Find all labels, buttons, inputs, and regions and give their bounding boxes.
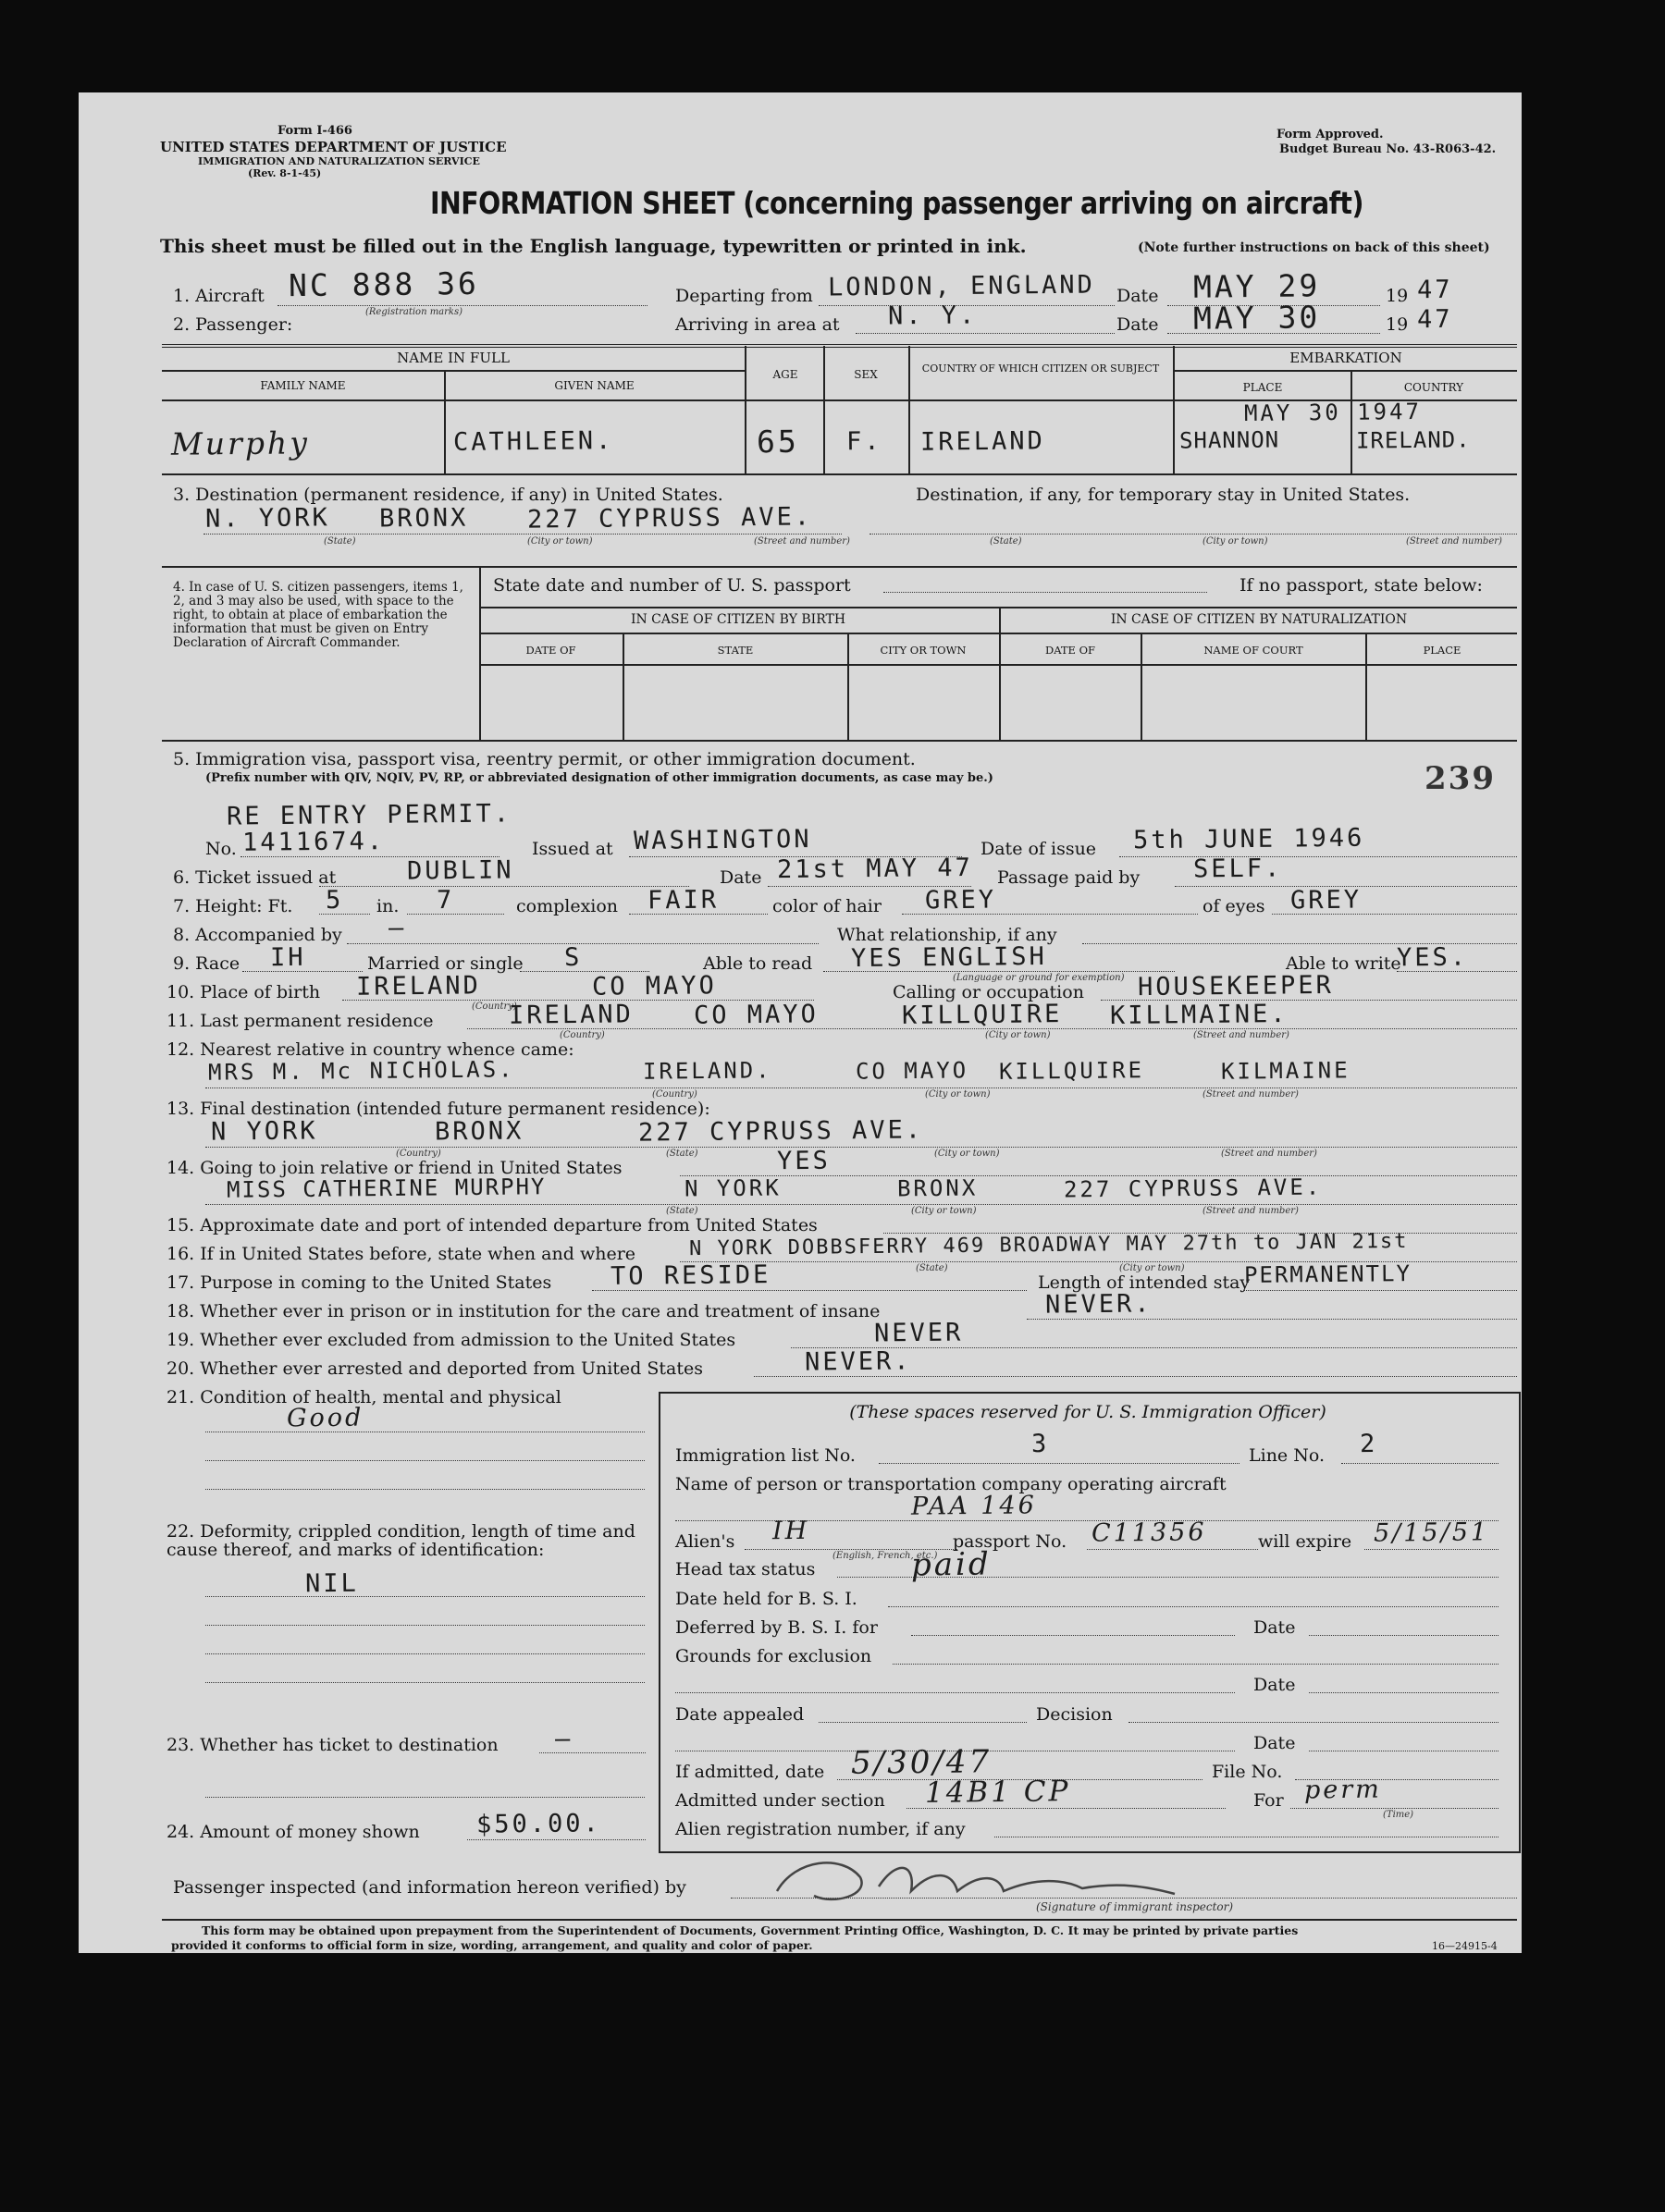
label-write: Able to write	[1286, 953, 1401, 974]
line-grounds-2	[675, 1692, 1235, 1693]
entry-sex: F.	[845, 426, 882, 457]
entry-doc-no: 1411674.	[241, 827, 386, 857]
citizen-sep	[999, 607, 1001, 740]
entry-relative-street: KILMAINE	[1220, 1057, 1350, 1085]
label-q24: 24. Amount of money shown	[166, 1822, 420, 1842]
line-q23-2	[205, 1797, 645, 1798]
label-q23: 23. Whether has ticket to destination	[166, 1735, 499, 1755]
entry-birth-country: IRELAND	[355, 971, 481, 1002]
entry-deported: NEVER.	[804, 1346, 912, 1377]
rule-name	[162, 370, 745, 372]
sub-temp-city: (City or town)	[1202, 536, 1268, 547]
sub-read: (Language or ground for exemption)	[953, 973, 1125, 983]
label-decision-date: Date	[1253, 1733, 1296, 1753]
label-calling: Calling or occupation	[893, 982, 1084, 1002]
entry-family-name: Murphy	[170, 424, 311, 462]
rule-table-bottom	[162, 473, 1517, 475]
label-no-passport: If no passport, state below:	[1240, 575, 1483, 596]
sub-rel-city: (City or town)	[925, 1089, 991, 1100]
label-q8: 8. Accompanied by	[173, 925, 342, 945]
sub-rel-country: (Country)	[652, 1089, 697, 1100]
sub-dest-state: (State)	[324, 536, 356, 547]
sub-birth-country: (Country)	[472, 1002, 517, 1012]
line-stay	[1244, 1290, 1517, 1291]
entry-occupation: HOUSEKEEPER	[1137, 970, 1334, 1002]
label-file-no: File No.	[1212, 1762, 1283, 1782]
entry-final-state: N YORK	[210, 1116, 318, 1147]
label-q17: 17. Purpose in coming to the United States	[166, 1272, 552, 1293]
col-sep-5	[1173, 346, 1175, 473]
label-ticket-date: Date	[720, 867, 762, 888]
sub-before-city: (City or town)	[1119, 1263, 1185, 1273]
entry-passport-no: C11356	[1091, 1518, 1207, 1548]
rule-citizen-top	[479, 607, 1517, 608]
line-passport	[883, 592, 1207, 593]
entry-married: S	[563, 942, 583, 973]
entry-last-country: IRELAND	[508, 1000, 634, 1030]
label-departing: Departing from	[675, 286, 813, 306]
entry-last-street: KILLMAINE.	[1109, 999, 1289, 1031]
label-deferred-date: Date	[1253, 1617, 1296, 1638]
sub-signature: (Signature of immigrant inspector)	[1036, 1900, 1234, 1913]
label-country-citizen: COUNTRY OF WHICH CITIZEN OR SUBJECT	[921, 363, 1160, 375]
line-arriving	[856, 333, 1115, 334]
entry-head-tax: paid	[910, 1545, 992, 1584]
sub-final-city: (City or town)	[934, 1149, 1000, 1159]
label-name-in-full: NAME IN FULL	[397, 350, 510, 366]
sub-final-state: (State)	[666, 1149, 698, 1159]
csep-b	[847, 633, 849, 740]
entry-money: $50.00.	[475, 1809, 601, 1839]
entry-arrive-year: 47	[1416, 304, 1453, 335]
label-name-court: NAME OF COURT	[1203, 644, 1303, 657]
line-for	[1290, 1808, 1498, 1809]
entry-ticket-at: DUBLIN	[406, 855, 514, 886]
label-sex: SEX	[854, 368, 878, 381]
entry-read: YES ENGLISH	[850, 941, 1047, 974]
entry-birth-city: CO MAYO	[591, 971, 717, 1002]
line-date-held	[888, 1606, 1498, 1607]
line-grounds	[893, 1664, 1498, 1665]
sub-temp-street: (Street and number)	[1406, 536, 1502, 547]
entry-purpose: TO RESIDE	[610, 1260, 771, 1291]
entry-citizenship: IRELAND	[919, 426, 1045, 457]
entry-paid-by: SELF.	[1192, 854, 1283, 884]
entry-final-city: BRONX	[434, 1116, 524, 1147]
entry-ticket-date: 21st MAY 47	[776, 853, 973, 885]
sub-aliens: (English, French, etc.)	[832, 1551, 938, 1561]
label-given-name: GIVEN NAME	[554, 379, 635, 392]
label-date-held: Date held for B. S. I.	[675, 1589, 857, 1609]
entry-height-in: 7	[436, 885, 455, 916]
label-citizen-birth: IN CASE OF CITIZEN BY BIRTH	[630, 612, 846, 627]
label-country: COUNTRY	[1403, 381, 1464, 394]
officer-header: (These spaces reserved for U. S. Immigration Officer)	[849, 1402, 1326, 1422]
line-line-no	[1341, 1463, 1498, 1464]
entry-ticket-dest: —	[554, 1724, 574, 1754]
entry-admitted-date: 5/30/47	[850, 1743, 993, 1782]
sub-friend-street: (Street and number)	[1202, 1206, 1299, 1216]
entry-deformity: NIL	[304, 1568, 359, 1599]
label-q3: 3. Destination (permanent residence, if any) in United States.	[173, 485, 723, 505]
line-accompanied	[347, 943, 819, 944]
line-grounds-date	[1309, 1692, 1498, 1693]
line-deformity-3	[205, 1653, 645, 1654]
entry-write: YES.	[1396, 942, 1469, 973]
label-relationship: What relationship, if any	[837, 925, 1057, 945]
label-q15: 15. Approximate date and port of intended departure from United States	[166, 1215, 818, 1235]
entry-race: IH	[269, 942, 306, 973]
label-q19: 19. Whether ever excluded from admission to the United States	[166, 1330, 736, 1350]
entry-before: N YORK DOBBSFERRY 469 BROADWAY MAY 27th to JAN 21st	[688, 1229, 1409, 1261]
entry-dest-city: BRONX	[378, 503, 469, 534]
label-passage-paid: Passage paid by	[997, 867, 1141, 888]
entry-dest-state: N. YORK	[204, 503, 330, 534]
label-arriving: Arriving in area at	[675, 314, 840, 335]
rule-citizen-headers	[479, 664, 1517, 666]
entry-complexion: FAIR	[647, 885, 720, 916]
entry-embark-country: IRELAND.	[1355, 426, 1471, 454]
label-complexion: complexion	[516, 896, 619, 916]
entry-doc-type: RE ENTRY PERMIT.	[226, 799, 512, 831]
line-friend	[205, 1204, 1517, 1205]
entry-stay: PERMANENTLY	[1243, 1260, 1412, 1288]
col-sep-3	[823, 346, 825, 473]
entry-relative-town: KILLQUIRE	[998, 1057, 1145, 1085]
label-passport-state: State date and number of U. S. passport	[493, 575, 851, 596]
label-q13: 13. Final destination (intended future permanent residence):	[166, 1099, 710, 1119]
line-health-2	[205, 1460, 645, 1461]
label-q14: 14. Going to join relative or friend in United States	[166, 1158, 623, 1178]
label-operator: Name of person or transportation company operating aircraft	[675, 1474, 1227, 1494]
sub-temp-state: (State)	[990, 536, 1022, 547]
label-admitted-section: Admitted under section	[675, 1790, 885, 1811]
col-sep-1	[444, 370, 446, 473]
table-top-rule	[162, 344, 1517, 348]
entry-departing: LONDON, ENGLAND	[827, 270, 1095, 302]
label-embarkation: EMBARKATION	[1289, 350, 1402, 366]
label-alien-reg: Alien registration number, if any	[675, 1819, 966, 1839]
sub-rel-street: (Street and number)	[1202, 1089, 1299, 1100]
entry-relative-country: IRELAND.	[642, 1057, 772, 1085]
label-q9: 9. Race	[173, 953, 240, 974]
entry-dest-street: 227 CYPRUSS AVE.	[526, 502, 813, 535]
csep-a	[623, 633, 624, 740]
label-deferred: Deferred by B. S. I. for	[675, 1617, 878, 1638]
sub-registration: (Registration marks)	[365, 307, 463, 317]
line-final	[205, 1147, 1517, 1148]
line-dest	[204, 534, 842, 535]
label-in: in.	[376, 896, 400, 916]
entry-accompanied: —	[388, 913, 407, 943]
label-q20: 20. Whether ever arrested and deported from United States	[166, 1358, 703, 1379]
entry-last-city: CO MAYO	[693, 1000, 819, 1030]
revision: (Rev. 8-1-45)	[248, 167, 322, 179]
line-decision	[1128, 1722, 1498, 1723]
rule-citizen-mid	[479, 633, 1517, 634]
label-year-arrive: 19	[1386, 314, 1409, 335]
page-title: INFORMATION SHEET (concerning passenger arriving on aircraft)	[430, 185, 1363, 221]
label-hair: color of hair	[772, 896, 882, 916]
sub-last-city: (City or town)	[985, 1030, 1051, 1040]
label-passport-no: passport No.	[953, 1531, 1067, 1552]
label-q10: 10. Place of birth	[166, 982, 321, 1002]
footer-rule	[162, 1919, 1517, 1921]
label-city-town: CITY OR TOWN	[880, 644, 967, 657]
label-q6: 6. Ticket issued at	[173, 867, 337, 888]
entry-health: Good	[286, 1403, 364, 1433]
label-date-of-2: DATE OF	[1044, 644, 1096, 657]
entry-last-town: KILLQUIRE	[901, 1000, 1063, 1030]
label-aircraft: 1. Aircraft	[173, 286, 265, 306]
label-q5: 5. Immigration visa, passport visa, reentry permit, or other immigration document.	[173, 749, 916, 769]
note-instructions: (Note further instructions on back of this sheet)	[1138, 240, 1490, 255]
sub-friend-state: (State)	[666, 1206, 698, 1216]
label-head-tax: Head tax status	[675, 1559, 816, 1579]
entry-line-no: 2	[1359, 1429, 1378, 1459]
line-passport-no	[1087, 1549, 1258, 1550]
entry-friend-name: MISS CATHERINE MURPHY	[226, 1174, 547, 1203]
label-q4: 4. In case of U. S. citizen passengers, items 1, 2, and 3 may also be used, with space to the right, to obtain at place of embarkation the information that must be given on Entry Declaration of Aircraft Commander.	[173, 580, 463, 650]
sub-final-street: (Street and number)	[1221, 1149, 1317, 1159]
label-no: No.	[205, 839, 237, 859]
label-read: Able to read	[703, 953, 813, 974]
line-deported	[754, 1376, 1517, 1377]
label-decision: Decision	[1036, 1704, 1113, 1725]
form-approved: Form Approved.	[1276, 128, 1384, 141]
line-deformity-4	[205, 1682, 645, 1683]
label-q21: 21. Condition of health, mental and physical	[166, 1387, 561, 1407]
entry-embark-place: SHANNON	[1178, 426, 1280, 454]
label-married: Married or single	[367, 953, 524, 974]
entry-height-ft: 5	[325, 885, 344, 916]
stamp-number: 239	[1424, 760, 1496, 797]
entry-age: 65	[756, 423, 799, 461]
entry-depart-year: 47	[1416, 275, 1453, 305]
label-q22: 22. Deformity, crippled condition, length of time and cause thereof, and marks of identification:	[166, 1521, 635, 1560]
line-prison	[1027, 1319, 1517, 1320]
label-will-expire: will expire	[1258, 1531, 1352, 1552]
entry-relative-name: MRS M. Mc NICHOLAS.	[207, 1056, 515, 1086]
service: IMMIGRATION AND NATURALIZATION SERVICE	[198, 155, 480, 167]
sub-time: (Time)	[1383, 1810, 1414, 1820]
rule-embark	[1175, 370, 1517, 372]
entry-arrive-date: MAY 30	[1192, 299, 1321, 337]
label-year-depart: 19	[1386, 286, 1409, 306]
line-deferred-date	[1309, 1635, 1498, 1636]
footer-code: 16—24915-4	[1432, 1940, 1498, 1952]
label-q7: 7. Height: Ft.	[173, 896, 293, 916]
line-deformity-1	[205, 1596, 645, 1597]
entry-friend-street: 227 CYPRUSS AVE.	[1063, 1174, 1323, 1203]
label-grounds: Grounds for exclusion	[675, 1646, 872, 1666]
line-ticket	[319, 886, 689, 887]
entry-issue-date: 5th JUNE 1946	[1132, 823, 1365, 855]
entry-friend-city: BRONX	[896, 1174, 979, 1202]
entry-depart-date: MAY 29	[1192, 267, 1321, 305]
sub-last-street: (Street and number)	[1193, 1030, 1289, 1040]
label-date-issue: Date of issue	[980, 839, 1097, 859]
sub-before-state: (State)	[916, 1263, 948, 1273]
line-imm-list	[879, 1463, 1240, 1464]
footer-text-2: provided it conforms to official form in size, wording, arrangement, and quality and color of paper.	[171, 1938, 813, 1952]
label-issued-at: Issued at	[532, 839, 613, 859]
sub-last-country: (Country)	[560, 1030, 605, 1040]
line-deferred	[911, 1635, 1235, 1636]
entry-prison: NEVER.	[1044, 1289, 1153, 1320]
entry-join: YES	[776, 1146, 831, 1176]
line-appealed	[819, 1722, 1027, 1723]
line-dest-temp	[870, 534, 1517, 535]
entry-expire: 5/15/51	[1373, 1518, 1490, 1548]
entry-aircraft: NC 888 36	[288, 264, 480, 304]
label-q3-temp: Destination, if any, for temporary stay in United States.	[916, 485, 1411, 505]
entry-hair: GREY	[924, 885, 997, 916]
line-health-3	[205, 1489, 645, 1490]
label-q16: 16. If in United States before, state when and where	[166, 1244, 636, 1264]
entry-excluded: NEVER	[873, 1318, 964, 1348]
label-q11: 11. Last permanent residence	[166, 1011, 434, 1031]
line-deformity-2	[205, 1625, 645, 1626]
entry-given-name: CATHLEEN.	[452, 426, 614, 457]
csep-d	[1365, 633, 1367, 740]
line-expire	[1364, 1549, 1498, 1550]
label-q5-sub: (Prefix number with QIV, NQIV, PV, RP, or abbreviated designation of other immigration documents, as case may be.)	[205, 771, 993, 785]
rule-q4-top	[162, 566, 1517, 568]
label-passenger: 2. Passenger:	[173, 314, 293, 335]
form-number: Form I-466	[278, 124, 352, 138]
label-date-of-1: DATE OF	[525, 644, 576, 657]
entry-aliens: IH	[771, 1516, 810, 1546]
label-admitted-date: If admitted, date	[675, 1762, 825, 1782]
label-appealed: Date appealed	[675, 1704, 805, 1725]
sub-final-country: (Country)	[396, 1149, 441, 1159]
entry-final-street: 227 CYPRUSS AVE.	[637, 1115, 924, 1148]
label-aliens: Alien's	[675, 1531, 735, 1552]
entry-issued-at: WASHINGTON	[633, 824, 812, 856]
label-state: STATE	[717, 644, 754, 657]
budget-bureau: Budget Bureau No. 43-R063-42.	[1279, 142, 1497, 156]
label-eyes: of eyes	[1202, 896, 1265, 916]
entry-friend-state: N YORK	[684, 1174, 782, 1202]
entry-operator: PAA 146	[910, 1491, 1037, 1521]
rule-q4-bottom	[162, 740, 1517, 742]
line-in	[407, 914, 504, 915]
label-family-name: FAMILY NAME	[260, 379, 346, 392]
line-money	[467, 1839, 646, 1840]
label-imm-list: Immigration list No.	[675, 1445, 856, 1466]
label-date-depart: Date	[1116, 286, 1159, 306]
footer-text-1: This form may be obtained upon prepayment from the Superintendent of Documents, Government Printing Office, Washington, D. C. It may be printed by private parties	[202, 1923, 1299, 1937]
entry-embark-date: MAY 30 1947	[1243, 398, 1423, 427]
line-aircraft	[278, 305, 648, 306]
label-place-nat: PLACE	[1423, 644, 1462, 657]
entry-arriving: N. Y.	[887, 301, 978, 331]
entry-section: 14B1 CP	[924, 1775, 1071, 1810]
col-sep-2	[745, 346, 746, 473]
label-citizen-nat: IN CASE OF CITIZEN BY NATURALIZATION	[1110, 612, 1408, 627]
instruction: This sheet must be filled out in the English language, typewritten or printed in ink.	[160, 235, 1027, 257]
label-age: AGE	[772, 368, 798, 381]
sub-friend-city: (City or town)	[911, 1206, 977, 1216]
sub-dest-street: (Street and number)	[754, 536, 850, 547]
label-for: For	[1253, 1790, 1284, 1811]
csep-c	[1141, 633, 1142, 740]
label-q18: 18. Whether ever in prison or in institution for the care and treatment of insane	[166, 1301, 881, 1321]
col-sep-4	[908, 346, 910, 473]
entry-imm-list: 3	[1030, 1429, 1050, 1459]
label-line-no: Line No.	[1249, 1445, 1325, 1466]
label-grounds-date: Date	[1253, 1675, 1296, 1695]
entry-for: perm	[1303, 1775, 1382, 1805]
line-date-issue	[1119, 856, 1517, 857]
sub-dest-city: (City or town)	[527, 536, 593, 547]
label-q12: 12. Nearest relative in country whence came:	[166, 1039, 574, 1060]
department: UNITED STATES DEPARTMENT OF JUSTICE	[160, 139, 507, 155]
entry-relative-city: CO MAYO	[855, 1057, 969, 1085]
label-date-arrive: Date	[1116, 314, 1159, 335]
label-inspected: Passenger inspected (and information hereon verified) by	[173, 1877, 686, 1898]
entry-eyes: GREY	[1289, 885, 1363, 916]
label-place: PLACE	[1242, 381, 1283, 394]
label-stay: Length of intended stay	[1038, 1272, 1251, 1293]
